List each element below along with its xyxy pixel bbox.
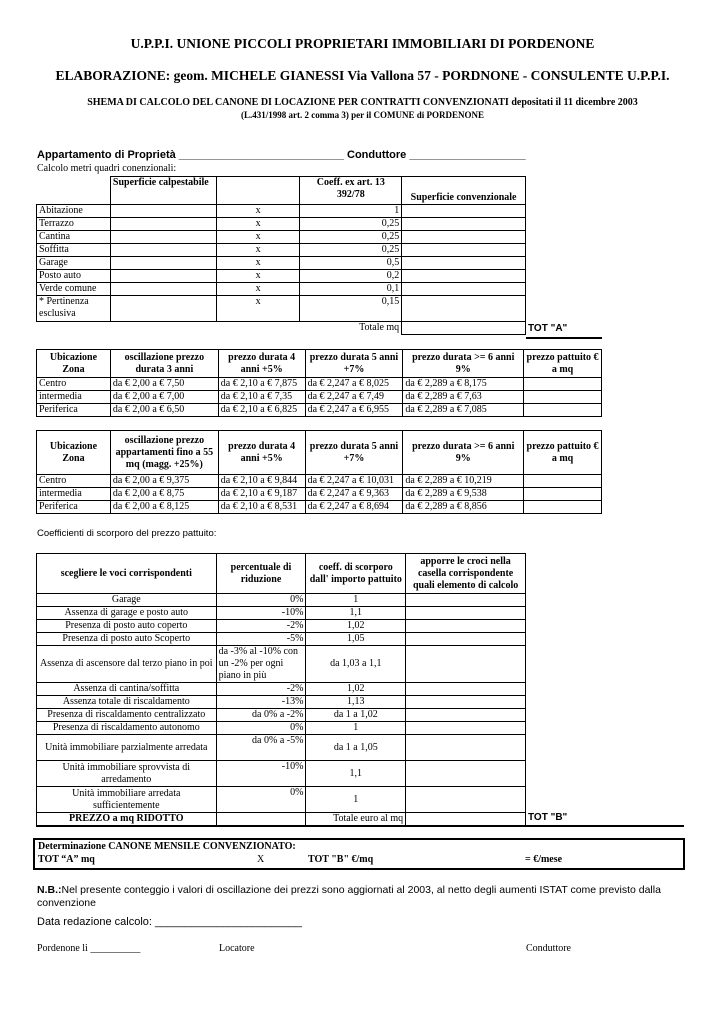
coeff-factor: 1	[306, 594, 406, 607]
surface-conv-cell[interactable]	[402, 205, 526, 218]
determination-box	[33, 838, 685, 870]
coeff-item-label: Assenza di garage e posto auto	[37, 607, 217, 620]
coeff-row	[37, 722, 526, 735]
document-title: U.P.P.I. UNIONE PICCOLI PROPRIETARI IMMOBILIARI DI PORDENONE	[130, 36, 595, 51]
surface-row	[37, 244, 526, 257]
price-cell: da € 2,247 a € 8,694	[305, 501, 403, 514]
surface-conv-cell[interactable]	[402, 231, 526, 244]
surface-row-name: Cantina	[37, 231, 111, 244]
surface-row-x: x	[216, 244, 300, 257]
surface-row-coeff: 0,25	[300, 244, 402, 257]
price-cell: da € 2,10 a € 6,825	[218, 404, 305, 417]
coeff-table	[36, 553, 526, 827]
coeff-row	[37, 735, 526, 761]
coeff-select-cell[interactable]	[406, 607, 526, 620]
surface-conv-cell[interactable]	[402, 257, 526, 270]
price-header-cell: prezzo durata 5 anni +7%	[305, 350, 403, 378]
coeff-row	[37, 633, 526, 646]
price-cell: intermedia	[37, 391, 111, 404]
price-cell: Centro	[37, 475, 111, 488]
price-header-cell: prezzo durata 5 anni +7%	[305, 431, 403, 475]
price-cell: da € 2,00 a € 8,75	[110, 488, 218, 501]
price-cell: da € 2,289 a € 8,856	[403, 501, 524, 514]
tot-a-label: TOT "A"	[528, 323, 568, 334]
coeff-percent: da -3% al -10% con un -2% per ogni piano in più	[216, 646, 306, 683]
coeff-percent: -10%	[216, 607, 306, 620]
nb-text: Nel presente conteggio i valori di oscillazione dei prezzi sono aggiornati al 2003, al netto degli aumenti ISTAT come previsto dalla convenzione	[37, 884, 661, 909]
surface-input-cell[interactable]	[110, 296, 216, 322]
coeff-row	[37, 594, 526, 607]
coeff-percent: -2%	[216, 620, 306, 633]
price-header-cell: prezzo pattuito € a mq	[524, 431, 602, 475]
coeff-factor: 1,02	[306, 620, 406, 633]
surface-conv-cell[interactable]	[402, 283, 526, 296]
agreed-price-cell[interactable]	[524, 378, 602, 391]
price-cell: da € 2,289 a € 10,219	[403, 475, 524, 488]
coeff-percent: -2%	[216, 683, 306, 696]
apartment-owner-label: Appartamento di Proprietà ___________________________	[37, 149, 344, 161]
price-header-cell: prezzo durata >= 6 anni 9%	[403, 350, 524, 378]
coeff-header-cell: percentuale di riduzione	[216, 554, 306, 594]
surface-row-coeff: 0,25	[300, 231, 402, 244]
document-subtitle: ELABORAZIONE: geom. MICHELE GIANESSI Via Vallona 57 - PORDNONE - CONSULENTE U.P.P.I.	[55, 68, 670, 83]
agreed-price-cell[interactable]	[524, 475, 602, 488]
price-cell: da € 2,10 a € 7,875	[218, 378, 305, 391]
coeff-select-cell[interactable]	[406, 761, 526, 787]
coeff-item-label: Unità immobiliare parzialmente arredata	[37, 735, 217, 761]
coeff-item-label: Garage	[37, 594, 217, 607]
prices-table-2	[36, 430, 602, 514]
price-cell: da € 2,00 a € 7,50	[110, 378, 218, 391]
coeff-select-cell[interactable]	[406, 633, 526, 646]
price-cell: da € 2,10 a € 8,531	[218, 501, 305, 514]
scheme-title: SHEMA DI CALCOLO DEL CANONE DI LOCAZIONE PER CONTRATTI CONVENZIONATI depositati il 11 dicembre 2003	[87, 97, 638, 108]
surface-input-cell[interactable]	[110, 218, 216, 231]
coeff-row	[37, 709, 526, 722]
coeff-factor: 1	[306, 787, 406, 813]
col-surface-header: Superficie calpestabile	[110, 177, 216, 205]
coeff-item-label: Unità immobiliare arredata sufficientemente	[37, 787, 217, 813]
surface-table	[36, 176, 526, 335]
surface-conv-cell[interactable]	[402, 270, 526, 283]
surface-row-coeff: 0,5	[300, 257, 402, 270]
price-cell: Periferica	[37, 501, 111, 514]
surface-row-x: x	[216, 205, 300, 218]
price-cell: da € 2,247 a € 9,363	[305, 488, 403, 501]
coeff-percent: -13%	[216, 696, 306, 709]
surface-row-coeff: 0,2	[300, 270, 402, 283]
price-cell: da € 2,10 a € 9,187	[218, 488, 305, 501]
surface-row-coeff: 0,15	[300, 296, 402, 322]
price-header-cell: prezzo durata >= 6 anni 9%	[403, 431, 524, 475]
coeff-header-cell: coeff. di scorporo dall' importo pattuito	[306, 554, 406, 594]
coeff-factor: 1	[306, 722, 406, 735]
coeff-row	[37, 683, 526, 696]
surface-input-cell[interactable]	[110, 270, 216, 283]
coeff-caption: Coefficienti di scorporo del prezzo pattuito:	[37, 528, 217, 539]
surface-input-cell[interactable]	[110, 257, 216, 270]
law-reference: (L.431/1998 art. 2 comma 3) per il COMUNE di PORDENONE	[240, 110, 485, 120]
prices-table-1	[36, 349, 602, 417]
coeff-factor: da 1 a 1,05	[306, 735, 406, 761]
surface-conv-cell[interactable]	[402, 218, 526, 231]
coeff-item-label: Presenza di riscaldamento centralizzato	[37, 709, 217, 722]
coeff-row	[37, 620, 526, 633]
price-row	[37, 378, 602, 391]
price-cell: da € 2,247 a € 6,955	[305, 404, 403, 417]
nb-note	[37, 884, 687, 910]
surface-row	[37, 218, 526, 231]
determination-tot-b: TOT "B" €/mq	[308, 854, 374, 865]
surface-row	[37, 257, 526, 270]
coeff-factor: da 1,03 a 1,1	[306, 646, 406, 683]
coeff-header-cell: scegliere le voci corrispondenti	[37, 554, 217, 594]
price-cell: da € 2,00 a € 7,00	[110, 391, 218, 404]
surface-row	[37, 205, 526, 218]
col-coeff-header: Coeff. ex art. 13 392/78	[300, 177, 402, 205]
surface-row-name: Soffitta	[37, 244, 111, 257]
agreed-price-cell[interactable]	[524, 391, 602, 404]
coeff-select-cell[interactable]	[406, 646, 526, 683]
price-cell: da € 2,247 a € 8,025	[305, 378, 403, 391]
coeff-select-cell[interactable]	[406, 722, 526, 735]
coeff-item-label: Assenza di cantina/soffitta	[37, 683, 217, 696]
total-mq-label: Totale mq	[300, 322, 402, 335]
coeff-select-cell[interactable]	[406, 620, 526, 633]
price-cell: da € 2,289 a € 8,175	[403, 378, 524, 391]
footer-landlord: Locatore	[219, 943, 255, 954]
surface-row-name: Abitazione	[37, 205, 111, 218]
surface-row	[37, 231, 526, 244]
coeff-select-cell[interactable]	[406, 735, 526, 761]
coeff-factor: 1,1	[306, 761, 406, 787]
price-header-cell: prezzo durata 4 anni +5%	[218, 350, 305, 378]
agreed-price-cell[interactable]	[524, 488, 602, 501]
reduced-price-label: PREZZO a mq RIDOTTO	[37, 813, 217, 827]
price-header-cell: prezzo pattuito € a mq	[524, 350, 602, 378]
coeff-row	[37, 607, 526, 620]
coeff-item-label: Assenza totale di riscaldamento	[37, 696, 217, 709]
price-row	[37, 404, 602, 417]
footer-tenant: Conduttore	[526, 943, 571, 954]
price-header-cell: Ubicazione Zona	[37, 350, 111, 378]
coeff-item-label: Assenza di ascensore dal terzo piano in poi	[37, 646, 217, 683]
surface-caption: Calcolo metri quadri conenzionali:	[37, 163, 177, 174]
tenant-label: Conduttore ___________________	[347, 149, 526, 161]
coeff-percent: -10%	[216, 761, 306, 787]
determination-x: X	[257, 854, 265, 865]
price-cell: da € 2,289 a € 7,63	[403, 391, 524, 404]
surface-row-coeff: 0,1	[300, 283, 402, 296]
coeff-factor: 1,05	[306, 633, 406, 646]
coeff-select-cell[interactable]	[406, 696, 526, 709]
surface-conv-cell[interactable]	[402, 296, 526, 322]
agreed-price-cell[interactable]	[524, 404, 602, 417]
surface-input-cell[interactable]	[110, 283, 216, 296]
coeff-percent: -5%	[216, 633, 306, 646]
surface-row	[37, 270, 526, 283]
price-cell: Centro	[37, 378, 111, 391]
coeff-row	[37, 646, 526, 683]
price-row	[37, 391, 602, 404]
coeff-percent: da 0% a -5%	[216, 735, 306, 761]
coeff-factor: da 1 a 1,02	[306, 709, 406, 722]
surface-row-name: Posto auto	[37, 270, 111, 283]
determination-tot-a: TOT “A” mq	[38, 854, 95, 865]
coeff-select-cell[interactable]	[406, 683, 526, 696]
total-euro-cell[interactable]	[406, 813, 526, 827]
determination-result: = €/mese	[525, 854, 563, 865]
surface-conv-cell[interactable]	[402, 244, 526, 257]
surface-row	[37, 283, 526, 296]
price-cell: da € 2,10 a € 9,844	[218, 475, 305, 488]
coeff-select-cell[interactable]	[406, 787, 526, 813]
surface-row-x: x	[216, 270, 300, 283]
price-cell: da € 2,00 a € 6,50	[110, 404, 218, 417]
coeff-row	[37, 761, 526, 787]
coeff-select-cell[interactable]	[406, 709, 526, 722]
total-euro-label: Totale euro al mq	[306, 813, 406, 827]
surface-row-coeff: 0,25	[300, 218, 402, 231]
coeff-percent: da 0% a -2%	[216, 709, 306, 722]
surface-row-name: * Pertinenza esclusiva	[37, 296, 111, 322]
coeff-item-label: Presenza di riscaldamento autonomo	[37, 722, 217, 735]
price-cell: da € 2,247 a € 10,031	[305, 475, 403, 488]
price-row	[37, 488, 602, 501]
price-header-cell: oscillazione prezzo durata 3 anni	[110, 350, 218, 378]
price-cell: da € 2,10 a € 7,35	[218, 391, 305, 404]
price-cell: intermedia	[37, 488, 111, 501]
coeff-select-cell[interactable]	[406, 594, 526, 607]
coeff-factor: 1,13	[306, 696, 406, 709]
tot-b-label: TOT "B"	[528, 812, 568, 823]
coeff-percent: 0%	[216, 787, 306, 813]
price-cell: da € 2,289 a € 7,085	[403, 404, 524, 417]
price-cell: da € 2,247 a € 7,49	[305, 391, 403, 404]
price-row	[37, 475, 602, 488]
footer-place: Pordenone li __________	[37, 943, 141, 954]
coeff-percent: 0%	[216, 722, 306, 735]
total-mq-cell[interactable]	[402, 322, 526, 335]
calc-date-label: Data redazione calcolo: ________________________	[37, 916, 302, 928]
surface-row-x: x	[216, 283, 300, 296]
price-header-cell: prezzo durata 4 anni +5%	[218, 431, 305, 475]
surface-row-x: x	[216, 257, 300, 270]
coeff-item-label: Presenza di posto auto Scoperto	[37, 633, 217, 646]
surface-row-x: x	[216, 296, 300, 322]
price-row	[37, 501, 602, 514]
surface-row-x: x	[216, 218, 300, 231]
surface-row-x: x	[216, 231, 300, 244]
surface-row	[37, 296, 526, 322]
determination-title: Determinazione CANONE MENSILE CONVENZIONATO:	[38, 841, 296, 852]
surface-input-cell[interactable]	[110, 244, 216, 257]
price-header-cell: Ubicazione Zona	[37, 431, 111, 475]
surface-row-name: Verde comune	[37, 283, 111, 296]
price-cell: da € 2,00 a € 9,375	[110, 475, 218, 488]
agreed-price-cell[interactable]	[524, 501, 602, 514]
coeff-header-cell: apporre le croci nella casella corrispondente quali elemento di calcolo	[406, 554, 526, 594]
coeff-row	[37, 787, 526, 813]
price-cell: da € 2,00 a € 8,125	[110, 501, 218, 514]
col-conv-header: Superficie convenzionale	[402, 177, 526, 205]
surface-row-name: Terrazzo	[37, 218, 111, 231]
coeff-factor: 1,1	[306, 607, 406, 620]
coeff-item-label: Unità immobiliare sprovvista di arredamento	[37, 761, 217, 787]
price-cell: da € 2,289 a € 9,538	[403, 488, 524, 501]
coeff-row	[37, 696, 526, 709]
coeff-item-label: Presenza di posto auto coperto	[37, 620, 217, 633]
coeff-percent: 0%	[216, 594, 306, 607]
surface-row-coeff: 1	[300, 205, 402, 218]
price-header-cell: oscillazione prezzo appartamenti fino a 55 mq (magg. +25%)	[110, 431, 218, 475]
surface-input-cell[interactable]	[110, 205, 216, 218]
surface-row-name: Garage	[37, 257, 111, 270]
nb-label: N.B.:	[37, 884, 62, 896]
coeff-factor: 1,02	[306, 683, 406, 696]
price-cell: Periferica	[37, 404, 111, 417]
surface-input-cell[interactable]	[110, 231, 216, 244]
